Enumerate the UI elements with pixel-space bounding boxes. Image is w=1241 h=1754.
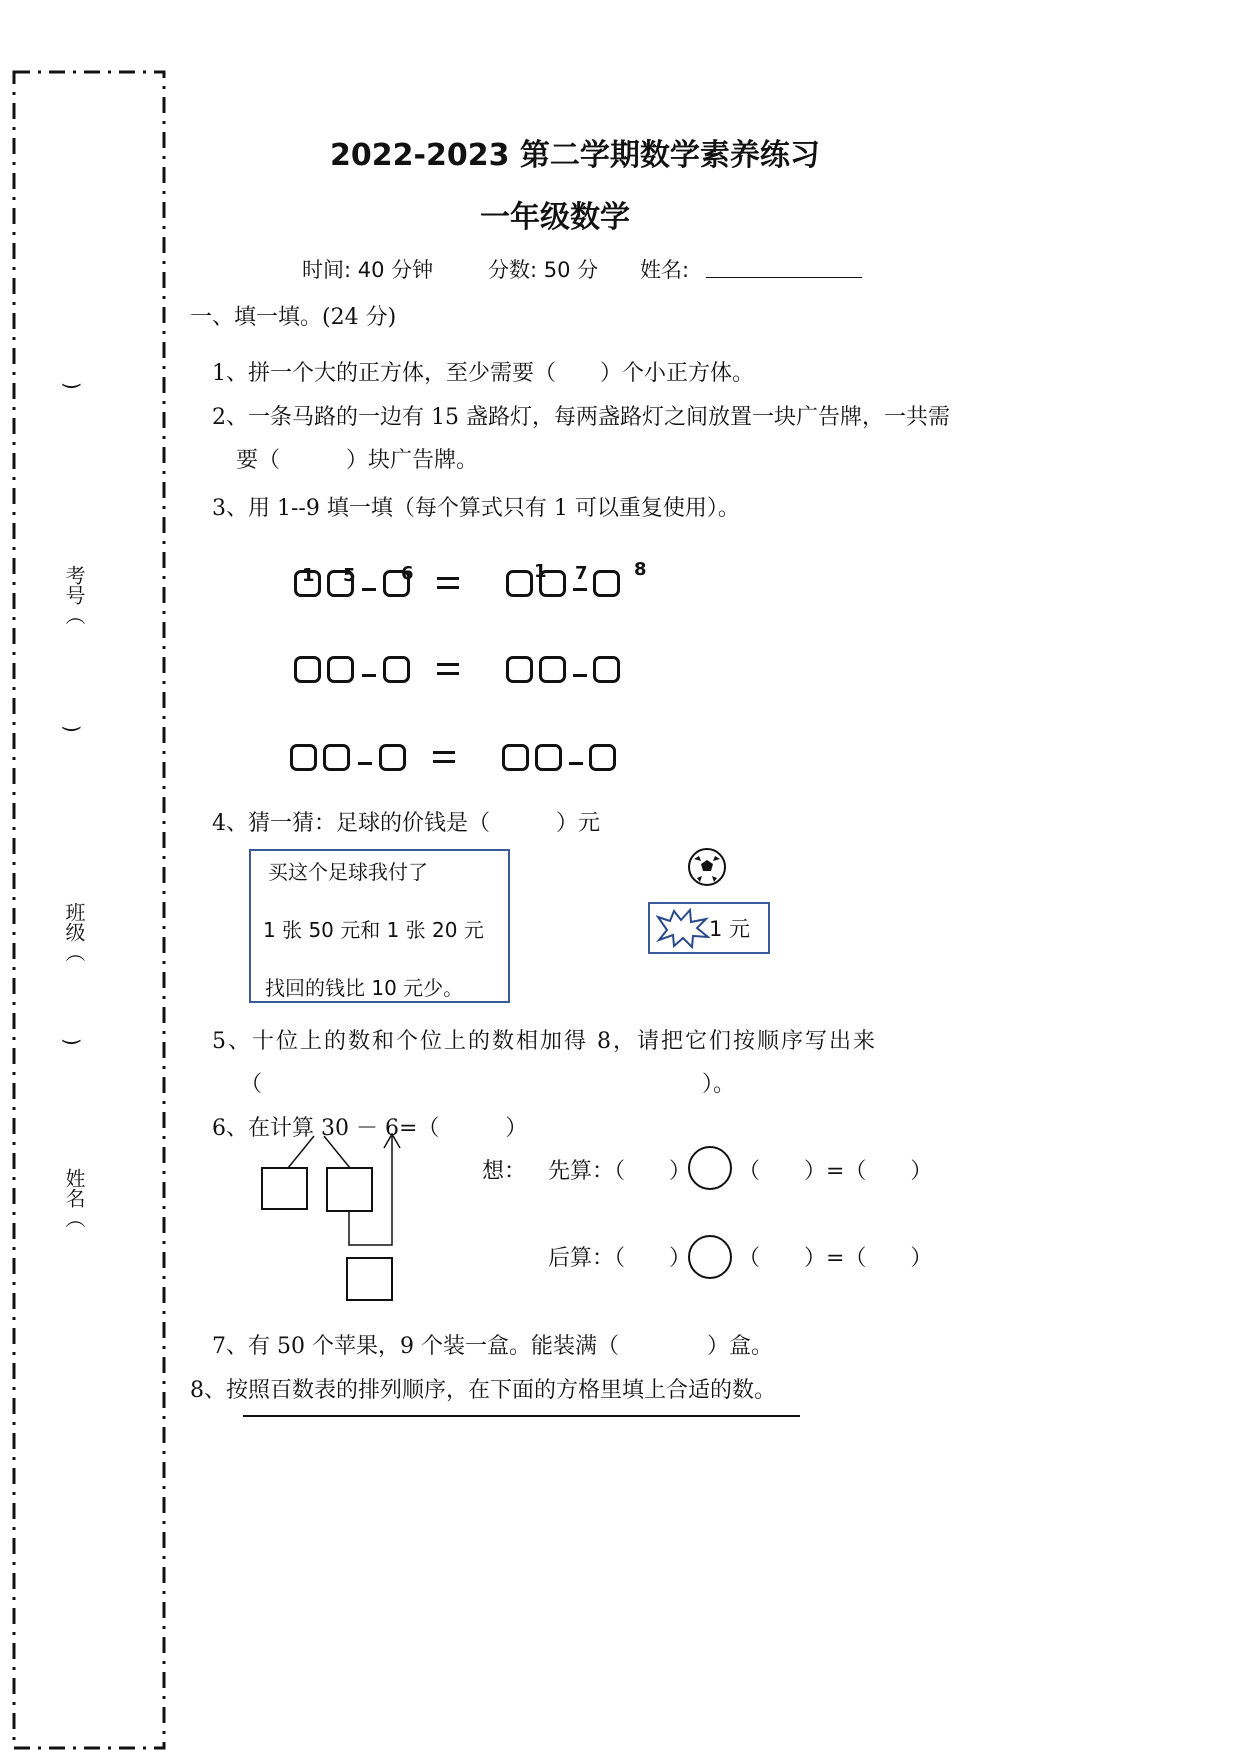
answer-box[interactable] [506, 570, 533, 597]
operator-circle[interactable] [688, 1146, 732, 1190]
handwritten-digit: 1 [302, 565, 315, 586]
question-6: 6、在计算 30 － 6=（ ） [212, 1116, 528, 1141]
binding-margin-border [0, 0, 200, 1754]
page-subtitle: 一年级数学 [480, 200, 630, 235]
then-step-tail: （ ）=（ ） [738, 1246, 933, 1271]
margin-paren-3: ) [60, 1038, 84, 1046]
answer-box[interactable] [593, 570, 620, 597]
page-title: 2022-2023 第二学期数学素养练习 [330, 138, 820, 173]
payment-note-line: 买这个足球我付了 [268, 860, 428, 884]
equals-sign [433, 751, 455, 763]
section-heading: 一、填一填。(24 分) [190, 305, 397, 330]
first-step-tail: （ ）=（ ） [738, 1159, 933, 1184]
question-5-line1: 5、十位上的数和个位上的数相加得 8，请把它们按顺序写出来 [212, 1029, 877, 1054]
minus-sign [569, 762, 583, 765]
operator-circle[interactable] [688, 1235, 732, 1279]
minus-sign [358, 762, 372, 765]
equals-sign [437, 663, 459, 675]
handwritten-digit: 1 [534, 561, 547, 582]
answer-box[interactable] [589, 744, 616, 771]
minus-sign [573, 674, 587, 677]
first-step: 先算：（ ） [548, 1159, 692, 1184]
margin-label-kaohao: 考号（ [62, 565, 86, 625]
minus-sign [362, 588, 376, 591]
then-step: 后算：（ ） [548, 1246, 692, 1271]
answer-box[interactable] [290, 744, 317, 771]
payment-note-line: 1 张 50 元和 1 张 20 元 [263, 918, 484, 942]
answer-box[interactable] [593, 656, 620, 683]
price-tag-text: 1 元 [709, 917, 751, 941]
student-name-label: 姓名: [640, 258, 690, 282]
answer-box[interactable] [327, 656, 354, 683]
answer-box[interactable] [379, 744, 406, 771]
exam-time: 时间: 40 分钟 [302, 258, 434, 282]
answer-box[interactable] [294, 656, 321, 683]
answer-box[interactable] [383, 656, 410, 683]
handwritten-digit: 8 [634, 559, 647, 580]
question-5-line2: （ ）。 [240, 1072, 736, 1097]
margin-paren-1: ) [60, 382, 84, 390]
payment-note-line: 找回的钱比 10 元少。 [265, 976, 464, 1000]
answer-box[interactable] [506, 656, 533, 683]
question-7: 7、有 50 个苹果，9 个装一盒。能装满（ ）盒。 [212, 1334, 773, 1359]
handwritten-digit: 7 [575, 563, 588, 584]
margin-label-banji: 班级（ [62, 902, 86, 962]
minus-sign [362, 674, 376, 677]
student-name-blank[interactable] [706, 277, 862, 278]
decomposition-diagram [250, 1130, 410, 1310]
handwritten-digit: 6 [401, 563, 414, 584]
margin-paren-2: ) [60, 725, 84, 733]
hundred-chart-top-line [243, 1415, 800, 1417]
equals-sign [437, 577, 459, 589]
soccer-ball-icon [686, 846, 728, 888]
exam-score: 分数: 50 分 [488, 258, 599, 282]
answer-box[interactable] [502, 744, 529, 771]
question-1: 1、拼一个大的正方体，至少需要（ ）个小正方体。 [212, 361, 754, 386]
question-3: 3、用 1--9 填一填（每个算式只有 1 可以重复使用）。 [212, 496, 740, 521]
minus-sign [573, 588, 587, 591]
answer-box[interactable] [539, 656, 566, 683]
burst-icon [656, 907, 710, 949]
think-label: 想： [482, 1159, 527, 1184]
question-8: 8、按照百数表的排列顺序，在下面的方格里填上合适的数。 [190, 1378, 776, 1403]
answer-box[interactable] [323, 744, 350, 771]
margin-label-xingming: 姓名（ [62, 1168, 86, 1228]
question-2-line2: 要（ ）块广告牌。 [236, 448, 479, 473]
question-4: 4、猜一猜：足球的价钱是（ ）元 [212, 811, 600, 836]
question-2-line1: 2、一条马路的一边有 15 盏路灯，每两盏路灯之间放置一块广告牌，一共需 [212, 405, 950, 430]
answer-box[interactable] [535, 744, 562, 771]
handwritten-digit: 5 [343, 565, 356, 586]
